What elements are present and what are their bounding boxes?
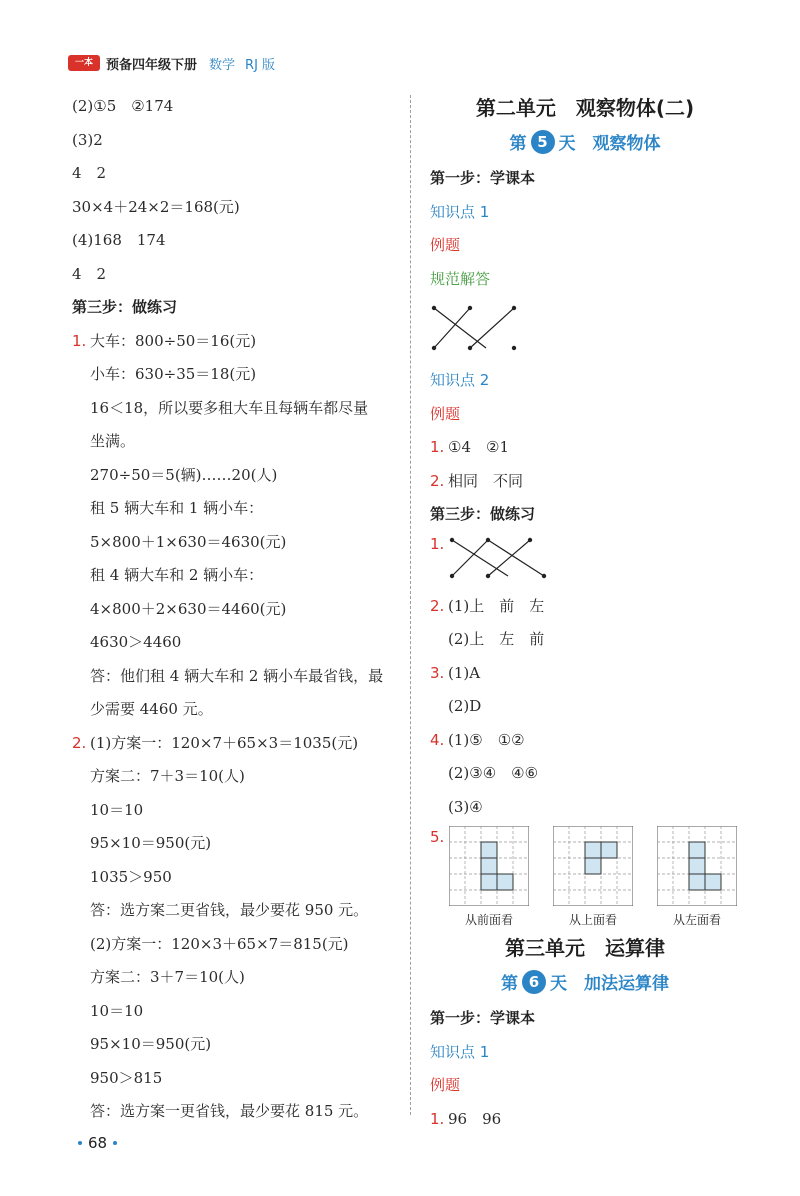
answer-line: (2)方案一：120×3＋65×7＝815(元) [90,934,349,953]
answer-line: 95×10＝950(元) [90,1035,212,1053]
grid-caption: 从前面看 [464,913,513,927]
answer-line: (1)⑤ ①② [448,730,525,749]
subject-label: 数学 [209,57,236,73]
example-label: 例题 [430,1076,461,1094]
grid-caption: 从左面看 [672,913,721,927]
exercise-2 [430,590,740,624]
step-heading: 第三步：做练习 [430,505,536,523]
item-number: 4. [430,730,445,749]
right-column [430,90,740,1136]
answer-line: 270÷50＝5(辆)……20(人) [90,465,278,484]
day-number-badge: 5 [531,130,555,154]
answer-line: 1035＞950 [90,867,172,886]
matching-lines-figure [448,536,568,586]
example-item [430,431,740,465]
unit-title: 第二单元 观察物体(二) [475,96,695,120]
knowledge-point: 知识点 1 [430,1042,490,1061]
decor-dot [113,1141,117,1145]
page-header [68,52,285,74]
answer-line: 10＝10 [90,1001,144,1020]
day-topic: 天 观察物体 [558,134,661,154]
answer-line: 950＞815 [90,1068,163,1087]
answer-line: 答：选方案二更省钱，最少要花 950 元。 [90,901,369,919]
answer-line: ①4 ②1 [448,438,509,456]
item-number: 5. [430,828,445,846]
answer-line: 4630＞4460 [90,633,182,651]
answer-line: (1)上 前 左 [448,596,545,615]
answer-line: (1)A [448,663,481,682]
answer-line: 方案二：3＋7＝10(人) [90,968,245,986]
answer-line: (2)①5 ②174 [72,97,174,115]
knowledge-point: 知识点 2 [430,371,490,389]
answer-line: 方案二：7＋3＝10(人) [90,767,245,785]
example-item [430,1103,740,1137]
grid-figure [553,826,633,906]
answer-line: (3)2 [72,130,103,149]
day-topic: 天 加法运算律 [550,974,669,994]
exercise-3 [430,657,740,691]
example-item [430,465,740,499]
column-divider [410,95,411,1115]
answer-line: 租 5 辆大车和 1 辆小车： [90,499,264,517]
answer-line: 租 4 辆大车和 2 辆小车： [90,566,264,584]
view-grids [448,826,738,930]
edition-label: RJ 版 [245,57,276,73]
answer-line: 答：选方案一更省钱，最少要花 815 元。 [90,1102,369,1120]
matching-lines-figure [430,302,530,358]
book-title: 预备四年级下册 [106,57,198,73]
question-number: 1. [72,331,87,350]
knowledge-point: 知识点 1 [430,202,490,221]
exercise-1 [430,532,740,590]
answer-line: (4)168 174 [72,231,166,249]
grid-top-view [552,826,634,930]
day-number-badge: 6 [522,970,546,994]
example-label: 例题 [430,404,461,423]
item-number: 1. [430,438,445,456]
brand-logo: 一本 [68,55,100,71]
answer-line: 30×4＋24×2＝168(元) [72,197,240,216]
answer-line: (3)④ [448,797,483,816]
step-heading: 第一步：学课本 [430,169,536,187]
item-number: 1. [430,1109,445,1128]
page-number [72,1134,123,1152]
answer-line: 答：他们租 4 辆大车和 2 辆小车最省钱，最 [90,666,384,685]
answer-line: 95×10＝950(元) [90,834,212,852]
answer-line: 4 2 [72,264,107,283]
step-heading: 第一步：学课本 [430,1009,536,1027]
answer-line: 5×800＋1×630＝4630(元) [90,532,287,551]
day-prefix: 第 [509,134,527,154]
answer-line: 小车：630÷35＝18(元) [90,365,257,383]
question-2 [72,727,402,761]
item-number: 2. [430,596,445,615]
day-prefix: 第 [501,974,518,994]
answer-line: 16＜18，所以要多租大车且每辆车都尽量 [90,398,369,417]
decor-dot [78,1141,82,1145]
page-number-text: 68 [88,1134,108,1152]
answer-line: 大车：800÷50＝16(元) [90,331,257,350]
left-column [72,90,402,1129]
example-label: 例题 [430,236,461,254]
answer-line: (2)③④ ④⑥ [448,764,539,782]
unit-title: 第三单元 运算律 [505,936,665,960]
answer-line: 4 2 [72,164,107,182]
item-number: 3. [430,663,445,682]
day-title [430,126,740,162]
question-1 [72,325,402,359]
grid-figure [449,826,529,906]
answer-line: 少需要 4460 元。 [90,700,213,718]
answer-line: (1)方案一：120×7＋65×3＝1035(元) [90,733,359,752]
matching-diagram [430,296,740,364]
answer-line: 10＝10 [90,800,144,819]
answer-line: 相同 不同 [448,471,524,490]
grid-front-view [448,826,530,930]
grid-figure [657,826,737,906]
grid-left-view [656,826,738,930]
grid-caption: 从上面看 [568,913,617,927]
answer-line: 坐满。 [90,432,136,450]
answer-line: 96 96 [448,1109,502,1128]
day-title [430,966,740,1002]
exercise-4 [430,724,740,758]
step-heading: 第三步：做练习 [72,298,178,316]
answer-line: (2)上 左 前 [448,630,545,648]
item-number: 1. [430,534,445,553]
exercise-5 [430,826,740,930]
answer-line: 4×800＋2×630＝4460(元) [90,599,287,618]
question-number: 2. [72,733,87,752]
standard-answer-label: 规范解答 [430,269,491,288]
item-number: 2. [430,471,445,490]
answer-line: (2)D [448,697,482,715]
